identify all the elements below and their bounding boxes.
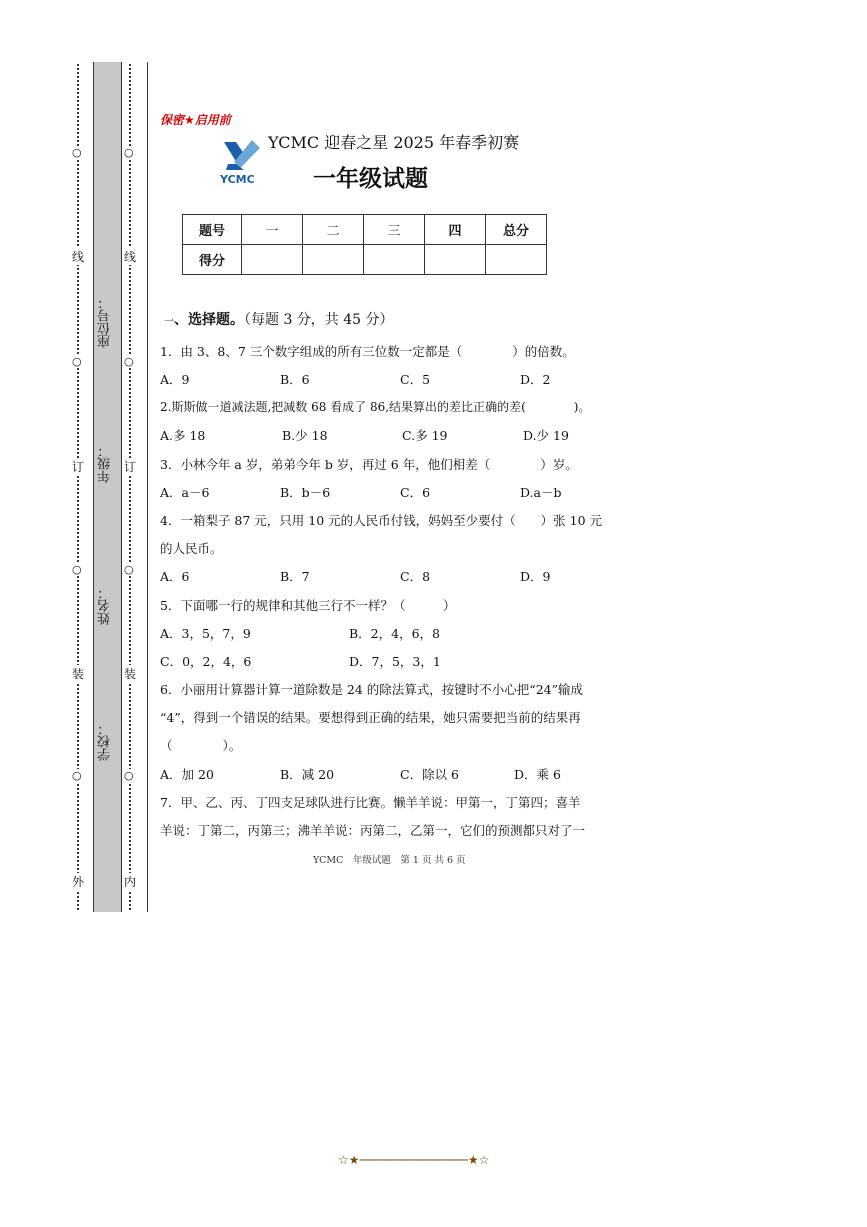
option-d[interactable]: D．2 — [520, 372, 551, 387]
svg-text:YCMC: YCMC — [220, 173, 255, 186]
option-d[interactable]: D．乘 6 — [514, 767, 561, 782]
outer-dotted-line — [77, 64, 81, 910]
inner-label-bind: 装 — [124, 667, 137, 681]
option-b[interactable]: B．6 — [280, 372, 310, 387]
school-field[interactable]: 学校： — [98, 722, 113, 761]
section-title: 、选择题。 — [174, 312, 244, 328]
option-d[interactable]: D．7，5，3，1 — [349, 654, 441, 669]
question-text: 4．一箱梨子 87 元，只用 10 元的人民币付钱，妈妈至少要付（ ）张 10 元 — [160, 513, 603, 528]
score-row-label: 得分 — [183, 245, 242, 275]
inner-circle: ○ — [124, 769, 134, 782]
option-c[interactable]: C．6 — [400, 485, 431, 500]
score-header-cell: 一 — [242, 215, 303, 245]
score-input-cell[interactable] — [425, 245, 486, 275]
option-b[interactable]: B.少 18 — [282, 428, 328, 443]
section-number: 一 — [164, 316, 174, 328]
score-header-cell: 总分 — [486, 215, 547, 245]
option-a[interactable]: A．a－6 — [160, 485, 210, 500]
outer-circle: ○ — [72, 146, 82, 159]
ycmc-logo — [218, 138, 264, 186]
option-a[interactable]: A．3，5，7，9 — [160, 626, 251, 641]
score-input-cell[interactable] — [242, 245, 303, 275]
outer-circle: ○ — [72, 355, 82, 368]
inner-circle: ○ — [124, 563, 134, 576]
option-c[interactable]: C．0，2，4，6 — [160, 654, 252, 669]
page-footer: YCMC 年级试题 第 1 页 共 6 页 — [313, 855, 466, 866]
question-text: “4”，得到一个错误的结果。要想得到正确的结果，她只需要把当前的结果再 — [160, 710, 581, 725]
outer-circle: ○ — [72, 563, 82, 576]
outer-circle: ○ — [72, 769, 82, 782]
option-a[interactable]: A．加 20 — [160, 767, 214, 782]
option-b[interactable]: B．b－6 — [280, 485, 331, 500]
option-c[interactable]: C．5 — [400, 372, 431, 387]
inner-label-line: 线 — [124, 250, 137, 264]
exam-subtitle: 一年级试题 — [313, 165, 428, 192]
binding-band — [93, 62, 122, 912]
option-b[interactable]: B．2，4，6，8 — [349, 626, 440, 641]
option-b[interactable]: B．减 20 — [280, 767, 335, 782]
outer-label-bind: 装 — [72, 667, 85, 681]
exam-title: YCMC 迎春之星 2025 年春季初赛 — [268, 133, 520, 152]
inner-circle: ○ — [124, 146, 134, 159]
seat-number-field[interactable]: 座位号： — [98, 296, 113, 348]
option-d[interactable]: D.a－b — [520, 485, 562, 500]
option-c[interactable]: C.多 19 — [402, 428, 448, 443]
confidential-mark: 保密★启用前 — [160, 113, 231, 127]
question-text: （ ）。 — [160, 738, 242, 753]
inner-label-inside: 内 — [124, 875, 137, 889]
bottom-decoration: ☆★───────────────★☆ — [338, 1153, 490, 1167]
question-text: 1．由 3、8、7 三个数字组成的所有三位数一定都是（ ）的倍数。 — [160, 344, 575, 359]
question-text: 5．下面哪一行的规律和其他三行不一样？（ ） — [160, 598, 456, 613]
score-table — [182, 214, 547, 275]
option-d[interactable]: D．9 — [520, 569, 551, 584]
score-input-cell[interactable] — [303, 245, 364, 275]
option-a[interactable]: A．9 — [160, 372, 190, 387]
score-input-cell[interactable] — [364, 245, 425, 275]
question-text: 的人民币。 — [160, 541, 223, 556]
outer-label-outside: 外 — [72, 875, 85, 889]
score-header-cell: 题号 — [183, 215, 242, 245]
section-note: （每题 3 分，共 45 分） — [244, 312, 394, 328]
score-header-cell: 二 — [303, 215, 364, 245]
page-edge-line — [147, 62, 148, 912]
grade-field[interactable]: 年级： — [98, 444, 113, 483]
outer-label-line: 线 — [72, 250, 85, 264]
question-text: 7．甲、乙、丙、丁四支足球队进行比赛。懒羊羊说：甲第一，丁第四；喜羊 — [160, 795, 581, 810]
option-a[interactable]: A．6 — [160, 569, 190, 584]
question-text: 2.斯斯做一道减法题,把减数 68 看成了 86,结果算出的差比正确的差( )。 — [160, 400, 591, 414]
option-c[interactable]: C．8 — [400, 569, 431, 584]
inner-circle: ○ — [124, 355, 134, 368]
inner-dotted-line — [129, 64, 133, 910]
section-heading — [164, 309, 394, 329]
score-input-cell[interactable] — [486, 245, 547, 275]
option-c[interactable]: C．除以 6 — [400, 767, 459, 782]
option-d[interactable]: D.少 19 — [523, 428, 569, 443]
option-a[interactable]: A.多 18 — [160, 428, 206, 443]
ycmc-logo-icon — [218, 138, 264, 186]
outer-label-order: 订 — [72, 460, 85, 474]
option-b[interactable]: B．7 — [280, 569, 310, 584]
score-header-cell: 三 — [364, 215, 425, 245]
inner-label-order: 订 — [124, 460, 137, 474]
question-text: 3．小林今年 a 岁，弟弟今年 b 岁，再过 6 年，他们相差（ ）岁。 — [160, 457, 578, 472]
question-text: 羊说：丁第二，丙第三；沸羊羊说：丙第二，乙第一，它们的预测都只对了一 — [160, 823, 586, 838]
question-text: 6．小丽用计算器计算一道除数是 24 的除法算式，按键时不小心把“24”输成 — [160, 682, 583, 697]
name-field[interactable]: 姓名： — [98, 586, 113, 625]
score-header-cell: 四 — [425, 215, 486, 245]
